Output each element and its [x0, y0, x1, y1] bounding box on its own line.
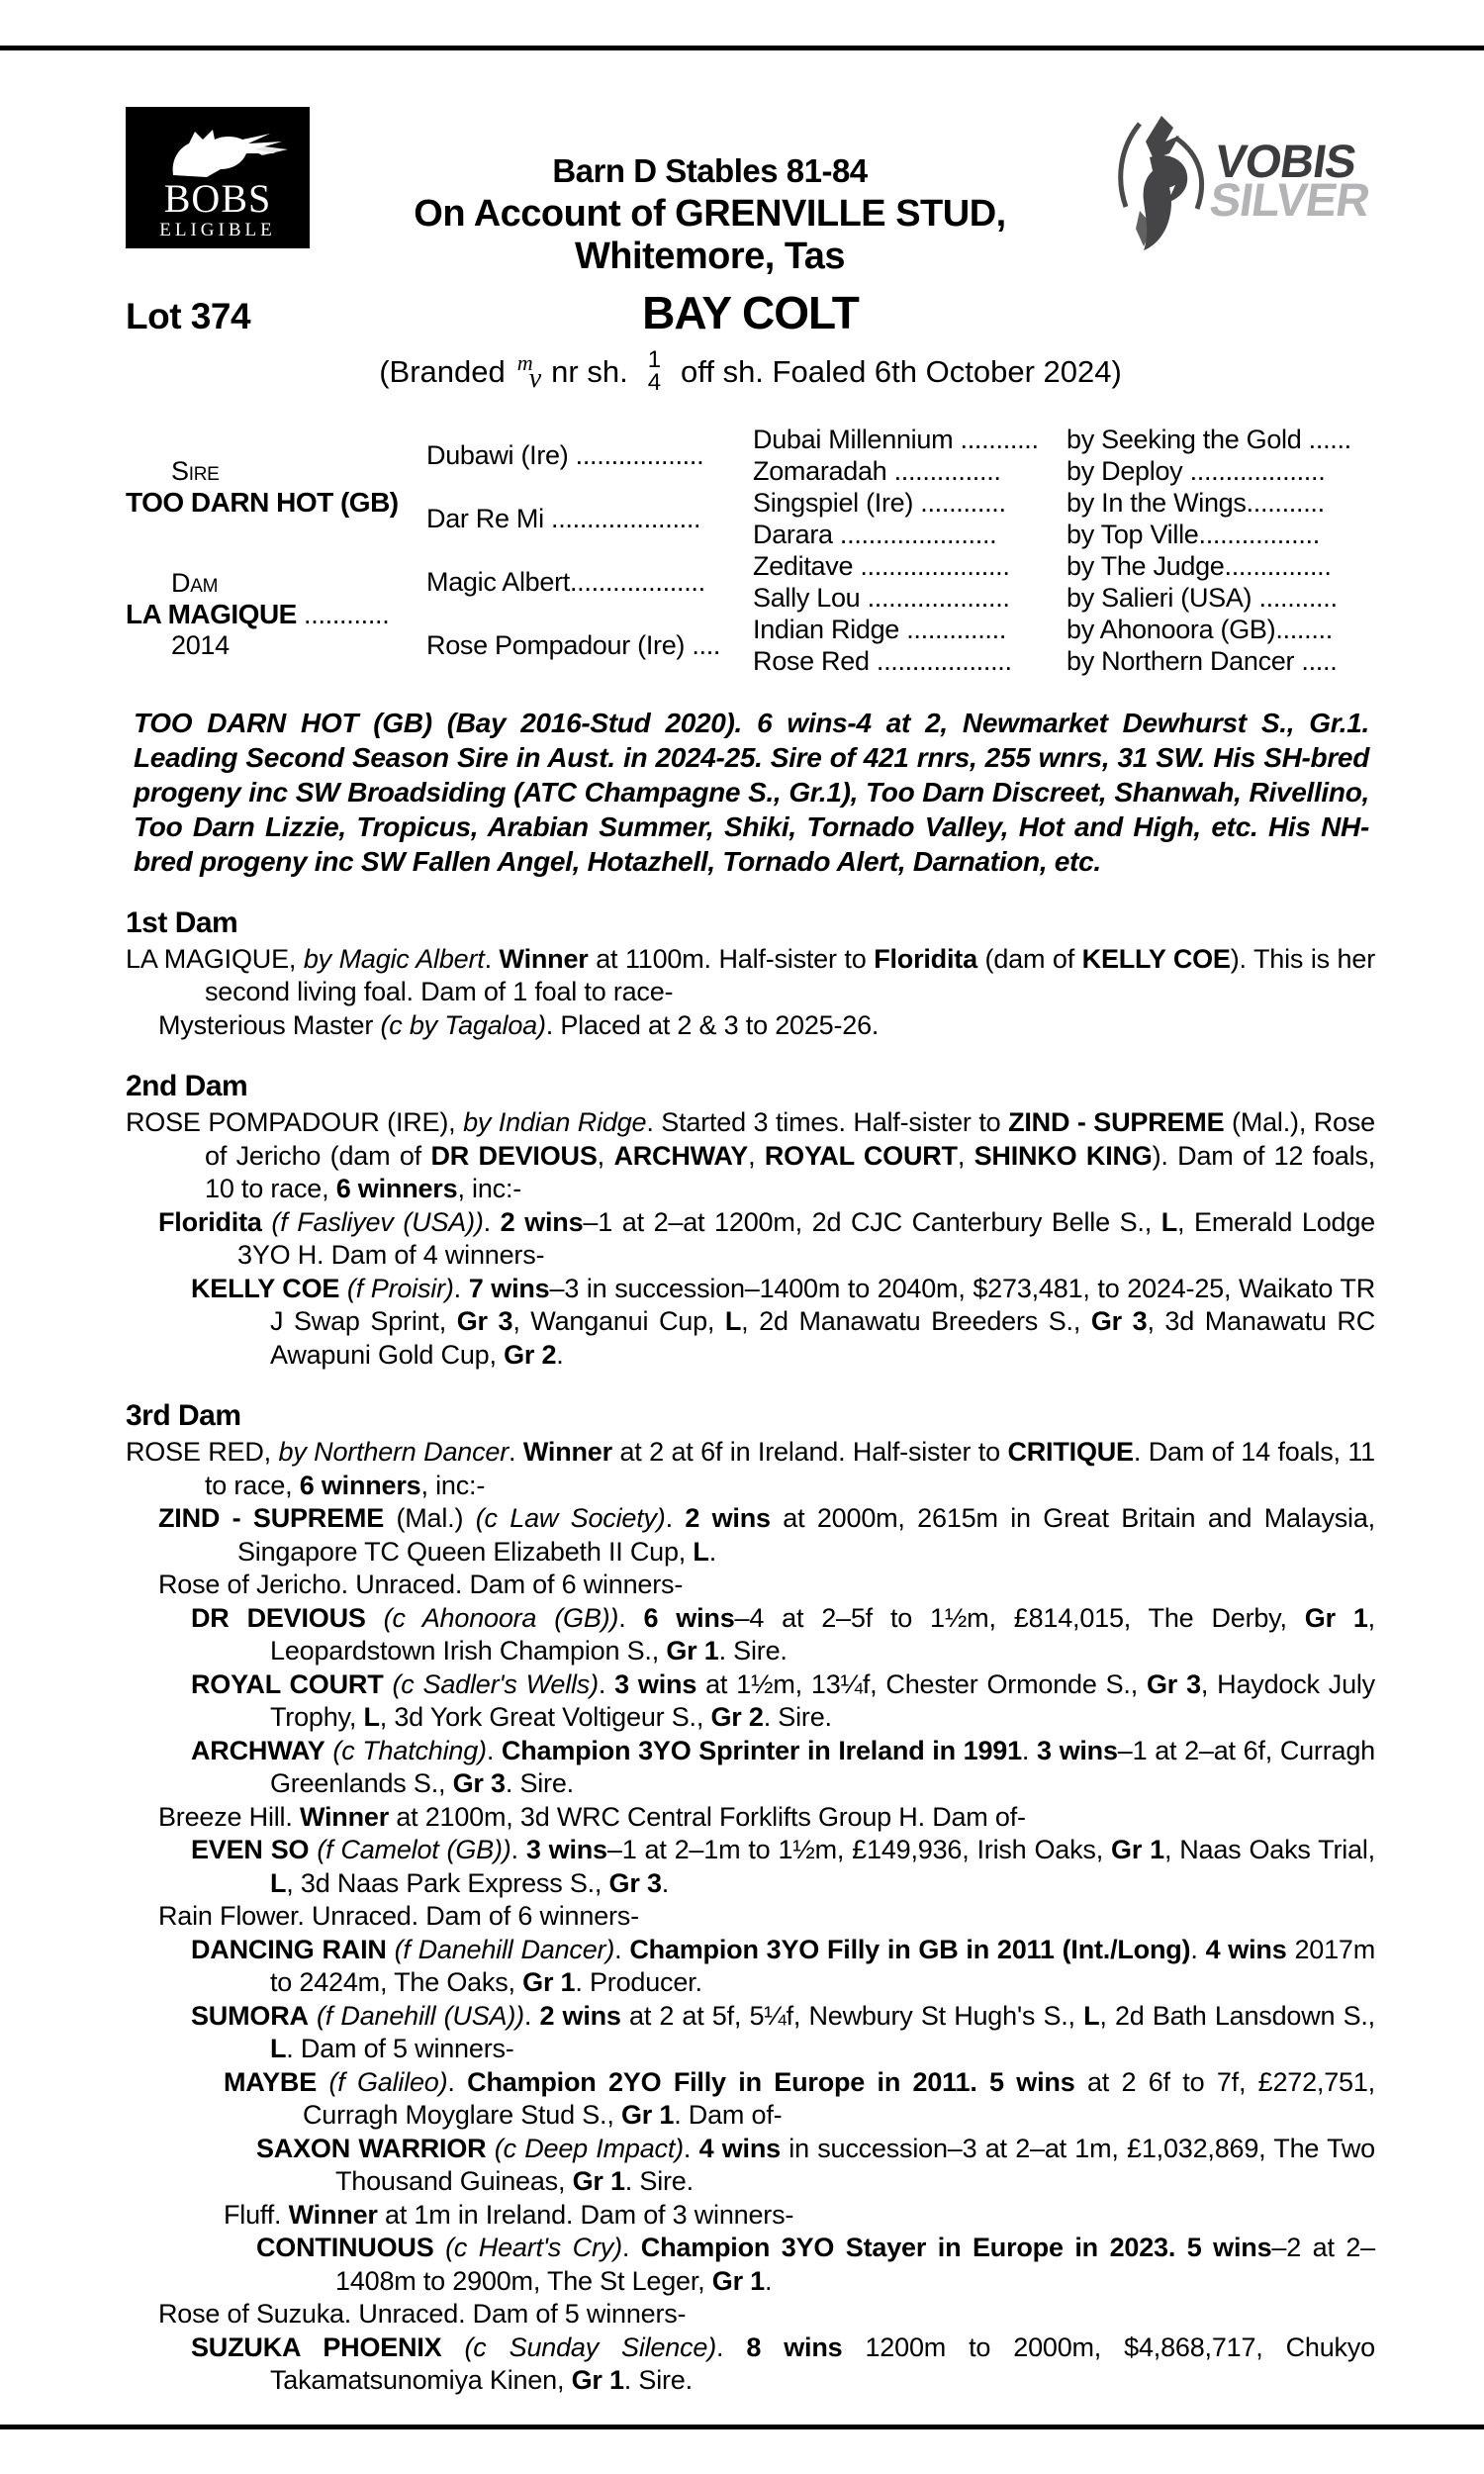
pedigree-text-line: [126, 1009, 1375, 1043]
text-segment: .: [683, 2133, 699, 2163]
text-segment: L: [1160, 1206, 1178, 1237]
text-segment: 6 wins: [643, 1602, 735, 1633]
pedigree-text-line: [126, 1934, 1375, 2000]
text-segment: Floridita: [874, 943, 977, 974]
text-segment: MAYBE: [224, 2066, 318, 2097]
text-segment: (f Danehill (USA)): [308, 2000, 524, 2031]
text-segment: 3 wins: [614, 1668, 697, 1699]
text-segment: LA MAGIQUE,: [126, 943, 304, 974]
great-grandparent-name: Indian Ridge ..............: [753, 615, 1007, 645]
branded-line: [126, 346, 1375, 396]
text-segment: .: [765, 2265, 773, 2296]
text-segment: CONTINUOUS: [256, 2233, 434, 2263]
text-segment: (dam of: [976, 943, 1082, 974]
silver-word: SILVER: [1206, 173, 1373, 226]
text-segment: at 1100m. Half-sister to: [588, 943, 875, 974]
text-segment: ROYAL COURT: [191, 1668, 384, 1699]
brand-mark-top: m: [516, 350, 533, 376]
text-segment: L: [270, 1867, 287, 1898]
text-segment: .: [665, 1503, 686, 1534]
text-segment: –3 in succession–1400m to 2040m, $273,481, to 2024-25, Waikato TR J Swap Sprint,: [270, 1273, 1375, 1337]
text-segment: CRITIQUE: [1007, 1437, 1134, 1468]
bottom-rule: [0, 2425, 1484, 2429]
text-segment: 3 wins: [525, 1835, 607, 1865]
text-segment: .: [509, 1437, 523, 1468]
text-segment: 1200m to 2000m, $4,868,717, Chukyo Takamatsunomiya Kinen,: [270, 2331, 1375, 2396]
pedigree-text-line: [126, 1273, 1375, 1373]
page-title: BAY COLT: [642, 287, 859, 338]
text-segment: L: [270, 2034, 287, 2064]
bobs-logo-title: BOBS: [163, 176, 272, 222]
text-segment: Gr 3: [608, 1867, 662, 1898]
text-segment: . Started 3 times. Half-sister to: [646, 1107, 1009, 1138]
text-segment: Gr 3: [1147, 1668, 1201, 1699]
text-segment: .: [661, 1867, 670, 1898]
text-segment: . Dam of-: [674, 2100, 783, 2131]
text-segment: , inc:-: [457, 1174, 522, 1204]
text-segment: Champion 2YO Filly in Europe in 2011. 5 wins: [467, 2066, 1075, 2097]
text-segment: Gr 1: [666, 1636, 719, 1666]
text-segment: DANCING RAIN: [191, 1934, 387, 1964]
text-segment: Rose of Jericho. Unraced. Dam of 6 winners-: [158, 1570, 684, 1600]
bobs-logo-subtitle: ELIGIBLE: [159, 220, 276, 240]
text-segment: L: [363, 1702, 380, 1733]
great-grandparent-name: Darara ......................: [753, 520, 997, 550]
vobis-silver-logo: [1110, 107, 1375, 255]
great-grandparent-by: by Deploy ...................: [1067, 456, 1326, 487]
text-segment: . Sire.: [763, 1702, 832, 1733]
text-segment: .: [1190, 1934, 1206, 1964]
text-segment: .: [598, 1668, 615, 1699]
great-grandparent-name: Sally Lou ....................: [753, 583, 1010, 614]
text-segment: 4 wins: [1205, 1934, 1287, 1964]
great-grandparent-by: by Top Ville.................: [1067, 520, 1320, 550]
text-segment: 8 wins: [746, 2331, 843, 2362]
text-segment: ZIND - SUPREME: [1008, 1107, 1225, 1138]
text-segment: by Northern Dancer: [278, 1437, 509, 1468]
text-segment: at 2 at 6f in Ireland. Half-sister to: [611, 1437, 1008, 1468]
text-segment: Gr 1: [571, 2365, 624, 2396]
sire-name: TOO DARN HOT (GB): [126, 487, 399, 519]
pedigree-text-line: [126, 1735, 1375, 1801]
text-segment: .: [453, 1273, 469, 1303]
text-segment: .: [618, 1602, 644, 1633]
consignor-block: [310, 107, 1110, 278]
text-segment: Floridita: [158, 1206, 262, 1237]
text-segment: KELLY COE: [191, 1273, 340, 1303]
text-segment: by Magic Albert: [303, 943, 485, 974]
text-segment: –1 at 2–1m to 1½m, £149,936, Irish Oaks,: [606, 1835, 1112, 1865]
text-segment: .: [523, 2000, 540, 2031]
pedigree-text-line: [126, 943, 1375, 1009]
fraction-numerator: 1: [647, 346, 662, 373]
great-grandparent-by: by Salieri (USA) ...........: [1067, 583, 1338, 614]
text-segment: Gr 2: [710, 1702, 764, 1733]
great-grandparent-name: Singspiel (Ire) ............: [753, 488, 1006, 519]
text-segment: (f Danehill Dancer): [386, 1934, 615, 1964]
text-segment: KELLY COE: [1081, 943, 1231, 974]
text-segment: , 3d York Great Voltigeur S.,: [379, 1702, 711, 1733]
pedigree-text-line: [126, 1801, 1375, 1835]
text-segment: Fluff.: [224, 2199, 289, 2230]
text-segment: Gr 3: [452, 1768, 506, 1799]
text-segment: (f Galileo): [317, 2066, 448, 2097]
text-segment: (c Heart's Cry): [433, 2233, 622, 2263]
lot-number: Lot 374: [126, 296, 251, 336]
text-segment: ARCHWAY: [191, 1735, 325, 1765]
great-grandparent-name: Zomaradah ...............: [753, 456, 1001, 487]
text-segment: Gr 1: [620, 2100, 675, 2131]
text-segment: Champion 3YO Filly in GB in 2011 (Int./Long): [629, 1934, 1191, 1964]
dam-section: [126, 1399, 1375, 2398]
text-segment: , inc:-: [420, 1470, 486, 1500]
text-segment: Gr 1: [1304, 1602, 1368, 1633]
text-segment: ROYAL COURT: [764, 1140, 958, 1171]
dam-name: LA MAGIQUE: [126, 598, 297, 629]
text-segment: .: [483, 1206, 501, 1237]
brand-mark: [515, 350, 542, 394]
text-segment: . Producer.: [575, 1967, 702, 1998]
page-content: [126, 107, 1375, 2398]
text-segment: ROSE RED,: [126, 1437, 279, 1468]
great-grandparent-name: Dubai Millennium ...........: [753, 425, 1039, 455]
pedigree-text-line: [126, 2000, 1375, 2066]
text-segment: . Dam of 5 winners-: [286, 2034, 514, 2064]
pedigree-text-line: [126, 2133, 1375, 2199]
pedigree-text-line: [126, 1206, 1375, 1273]
text-segment: ,: [748, 1140, 765, 1171]
text-segment: Gr 1: [522, 1967, 576, 1998]
text-segment: Winner: [288, 2199, 378, 2230]
lot-title-row: [126, 286, 1375, 339]
text-segment: at 1m in Ireland. Dam of 3 winners-: [377, 2199, 794, 2230]
text-segment: –2 at 2–1408m to 2900m, The St Leger,: [335, 2233, 1375, 2296]
pedigree-text-line: [126, 1569, 1375, 1602]
pedigree-text-line: [126, 2199, 1375, 2233]
text-segment: 2 wins: [539, 2000, 621, 2031]
text-segment: .: [614, 1934, 630, 1964]
great-grandparent-by: by Northern Dancer .....: [1067, 646, 1338, 677]
dam-label: Dam: [171, 567, 219, 598]
text-segment: Gr 1: [1111, 1835, 1164, 1865]
text-segment: .: [621, 2233, 641, 2263]
barn-line: Barn D Stables 81-84: [552, 152, 868, 189]
great-grandparent-by: by The Judge...............: [1067, 551, 1332, 582]
text-segment: ,: [957, 1140, 974, 1171]
text-segment: at 2100m, 3d WRC Central Forklifts Group H. Dam of-: [389, 1801, 1026, 1832]
brand-mark-bottom: v: [528, 362, 542, 394]
dam-section: [126, 1070, 1375, 1372]
text-segment: .: [447, 2066, 468, 2097]
text-segment: , 3d Manawatu RC Awapuni Gold Cup,: [270, 1306, 1375, 1370]
pedigree-text-line: [126, 2331, 1375, 2398]
text-segment: 4 wins: [698, 2133, 781, 2163]
text-segment: 3 wins: [1036, 1735, 1118, 1765]
account-line: On Account of GRENVILLE STUD, Whitemore, Tas: [414, 193, 1006, 277]
fraction-denominator: 4: [647, 368, 662, 396]
section-heading: 1st Dam: [126, 905, 238, 939]
text-segment: (c Sadler's Wells): [383, 1668, 599, 1699]
header: [126, 107, 1375, 278]
pedigree-text-line: [126, 2066, 1375, 2133]
text-segment: , Emerald Lodge 3YO H. Dam of 4 winners-: [237, 1206, 1375, 1271]
text-segment: .: [708, 1536, 716, 1567]
text-segment: .: [486, 1735, 502, 1765]
text-segment: , Wanganui Cup,: [512, 1306, 725, 1337]
text-segment: Gr 1: [572, 2166, 625, 2197]
text-segment: , Naas Oaks Trial,: [1163, 1835, 1375, 1865]
branded-fraction: [638, 346, 671, 396]
text-segment: , 3d Naas Park Express S.,: [286, 1867, 609, 1898]
text-segment: Breeze Hill.: [158, 1801, 300, 1832]
sire-summary-paragraph: [126, 706, 1375, 879]
great-grandparent-by: by In the Wings...........: [1067, 488, 1325, 519]
great-grandparent-name: Zeditave .....................: [753, 551, 1010, 582]
text-segment: Champion 3YO Sprinter in Ireland in 1991: [501, 1735, 1022, 1765]
text-segment: , Haydock July Trophy,: [270, 1668, 1375, 1733]
text-segment: by Indian Ridge: [463, 1107, 647, 1138]
text-segment: ARCHWAY: [613, 1140, 749, 1171]
text-segment: L: [693, 1536, 709, 1567]
text-segment: (c Law Society): [475, 1503, 666, 1534]
dam-name-dots: ............: [296, 599, 390, 629]
great-grandparent-by: by Seeking the Gold ......: [1067, 425, 1351, 455]
dam-year: 2014: [171, 629, 230, 660]
dam-section: [126, 906, 1375, 1043]
text-segment: ROSE POMPADOUR (IRE),: [126, 1107, 464, 1138]
text-segment: 2 wins: [685, 1503, 771, 1534]
section-heading: 2nd Dam: [126, 1070, 248, 1103]
text-segment: L: [1083, 2000, 1100, 2031]
text-segment: Gr 2: [504, 1339, 557, 1370]
text-segment: ,: [597, 1140, 614, 1171]
text-segment: Gr 1: [711, 2265, 765, 2296]
text-segment: . Placed at 2 & 3 to 2025-26.: [545, 1009, 880, 1040]
dam-cell: [126, 551, 426, 678]
pedigree-text-line: [126, 1106, 1375, 1206]
text-segment: 2 wins: [500, 1206, 584, 1237]
text-segment: SHINKO KING: [974, 1140, 1153, 1171]
text-segment: 2017m to 2424m, The Oaks,: [270, 1934, 1375, 1998]
pedigree-table: [126, 425, 1375, 678]
vobis-horse-jockey-icon: [1110, 108, 1217, 254]
text-segment: in succession–3 at 2–at 1m, £1,032,869, The Two Thousand Guineas,: [335, 2133, 1375, 2197]
text-segment: Rose of Suzuka. Unraced. Dam of 5 winners-: [158, 2299, 687, 2330]
text-segment: (c Sunday Silence): [441, 2331, 717, 2362]
text-segment: . Sire.: [624, 2166, 694, 2197]
pedigree-text-line: [126, 1436, 1375, 1502]
text-segment: –1 at 2–at 1200m, 2d CJC Canterbury Belle S.,: [583, 1206, 1161, 1237]
text-segment: , Leopardstown Irish Champion S.,: [270, 1602, 1375, 1666]
text-segment: , 2d Bath Lansdown S.,: [1099, 2000, 1375, 2031]
text-segment: 7 wins: [468, 1273, 550, 1303]
text-segment: SAXON WARRIOR: [256, 2133, 487, 2163]
pedigree-text-line: [126, 1502, 1375, 1569]
text-segment: Rain Flower. Unraced. Dam of 6 winners-: [158, 1901, 639, 1932]
great-grandparent-name: Rose Red ...................: [753, 646, 1012, 677]
dam-name-line: [126, 599, 389, 630]
grandparent-cell: Magic Albert...................: [426, 567, 705, 598]
text-segment: . Sire.: [505, 1768, 574, 1799]
text-segment: (f Fasliyev (USA)): [261, 1206, 484, 1237]
text-segment: (c Thatching): [325, 1735, 487, 1765]
text-segment: 6 winners: [335, 1174, 458, 1204]
text-segment: Champion 3YO Stayer in Europe in 2023. 5 wins: [640, 2233, 1272, 2263]
pedigree-text-line: [126, 1668, 1375, 1735]
grandparent-cell: Dubawi (Ire) ..................: [426, 440, 704, 471]
text-segment: ZIND - SUPREME: [158, 1503, 385, 1534]
text-segment: Mysterious Master: [158, 1009, 381, 1040]
great-grandparent-by: by Ahonoora (GB)........: [1067, 615, 1333, 645]
text-segment: –1 at 2–at 6f, Curragh Greenlands S.,: [270, 1735, 1375, 1799]
text-segment: SUMORA: [191, 2000, 309, 2031]
top-rule: [0, 46, 1484, 50]
text-segment: TOO DARN HOT (GB) (Bay 2016-Stud 2020). 6 wins-4 at 2, Newmarket Dewhurst S., Gr.1. Leading Second Season Sire in Aust. in 2024-25. Sire of 421 rnrs, 255 wnrs, 31 SW. His SH-bred progeny inc SW Broadsiding (ATC Champagne S., Gr.1), Too Darn Discreet, Shanwah, Rivellino, Too Darn Lizzie, Tropicus, Arabian Summer, Shiki, Tornado Valley, Hot and High, etc. His NH-bred progeny inc SW Fallen Angel, Hotazhell, Tornado Alert, Darnation, etc.: [134, 707, 1369, 877]
bobs-horse-head-icon: [143, 124, 292, 181]
text-segment: (f Proisir): [339, 1273, 454, 1303]
pedigree-text-line: [126, 1900, 1375, 1934]
text-segment: DR DEVIOUS: [191, 1602, 366, 1633]
pedigree-text-line: [126, 1602, 1375, 1668]
text-segment: .: [484, 943, 500, 974]
text-segment: . Sire.: [718, 1636, 788, 1666]
text-segment: , 2d Manawatu Breeders S.,: [741, 1306, 1091, 1337]
text-segment: .: [716, 2331, 747, 2362]
text-segment: DR DEVIOUS: [430, 1140, 598, 1171]
text-segment: ). Dam of 12 foals, 10 to race,: [205, 1140, 1376, 1204]
vobis-logo-text: [1206, 135, 1377, 226]
text-segment: Gr 3: [456, 1306, 513, 1337]
text-segment: .: [510, 1835, 526, 1865]
text-segment: .: [1021, 1735, 1037, 1765]
pedigree-text-line: [126, 2232, 1375, 2298]
text-segment: (Mal.): [384, 1503, 476, 1534]
text-segment: (Mal.), Rose of Jericho (dam of: [205, 1107, 1375, 1171]
text-segment: EVEN SO: [191, 1835, 310, 1865]
text-segment: (c Ahonoora (GB)): [365, 1602, 619, 1633]
pedigree-text-line: [126, 2298, 1375, 2331]
grandparent-cell: Rose Pompadour (Ire) ....: [426, 630, 721, 661]
sire-cell: [126, 425, 426, 551]
text-segment: .: [556, 1339, 564, 1370]
text-segment: ). This is her second living foal. Dam of 1 foal to race-: [205, 943, 1375, 1007]
text-segment: (c Deep Impact): [486, 2133, 684, 2163]
text-segment: at 2 6f to 7f, £272,751, Curragh Moyglare Stud S.,: [303, 2066, 1375, 2131]
text-segment: . Sire.: [623, 2365, 693, 2396]
text-segment: SUZUKA PHOENIX: [191, 2331, 442, 2362]
text-segment: . Dam of 14 foals, 11 to race,: [205, 1437, 1375, 1500]
text-segment: Winner: [299, 1801, 390, 1832]
text-segment: at 2000m, 2615m in Great Britain and Malaysia, Singapore TC Queen Elizabeth II Cup,: [237, 1503, 1375, 1567]
text-segment: –4 at 2–5f to 1½m, £814,015, The Derby,: [734, 1602, 1305, 1633]
text-segment: 6 winners: [299, 1470, 421, 1500]
text-segment: at 1½m, 13¼f, Chester Ormonde S.,: [696, 1668, 1147, 1699]
text-segment: Winner: [522, 1437, 612, 1468]
text-segment: at 2 at 5f, 5¼f, Newbury St Hugh's S.,: [620, 2000, 1084, 2031]
branded-prefix: (Branded: [379, 353, 506, 389]
dam-sections: [126, 906, 1375, 2398]
text-segment: (c by Tagaloa): [380, 1009, 546, 1040]
branded-mid: nr sh.: [551, 353, 628, 389]
text-segment: L: [724, 1306, 742, 1337]
vobis-word: VOBIS: [1212, 135, 1359, 188]
grandparent-cell: Dar Re Mi .....................: [426, 504, 701, 534]
text-segment: Gr 3: [1090, 1306, 1148, 1337]
bobs-eligible-logo: [126, 107, 310, 248]
text-segment: (f Camelot (GB)): [309, 1835, 511, 1865]
branded-suffix: off sh. Foaled 6th October 2024): [681, 353, 1122, 389]
section-heading: 3rd Dam: [126, 1399, 241, 1433]
pedigree-text-line: [126, 1834, 1375, 1900]
text-segment: Winner: [499, 943, 589, 974]
sire-label: Sire: [171, 456, 220, 487]
